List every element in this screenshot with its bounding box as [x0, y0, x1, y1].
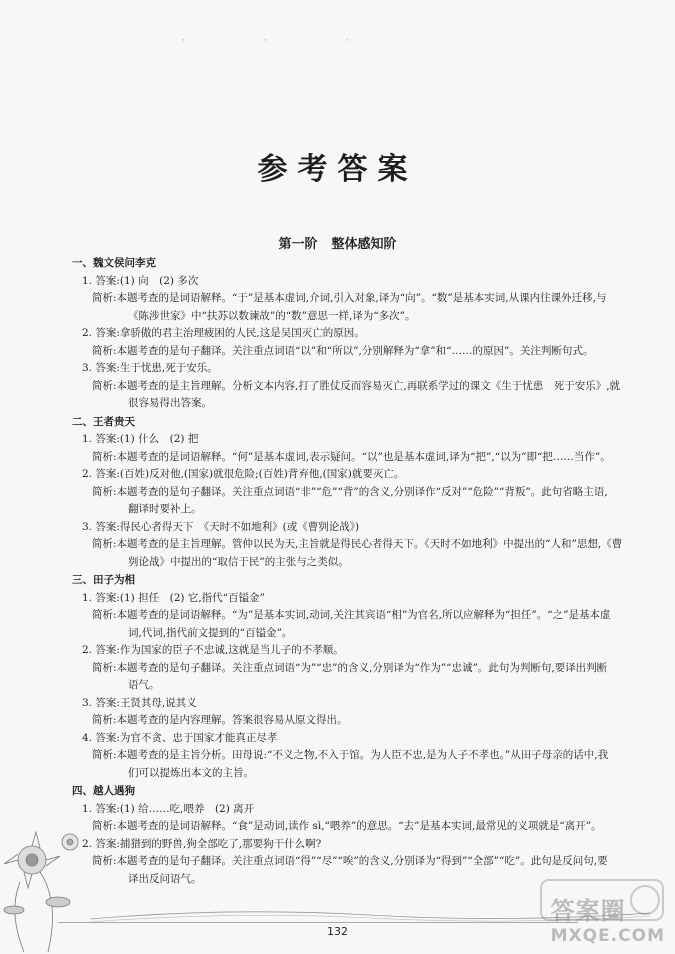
answer-content: [72, 254, 632, 888]
explanation-line: 简析:本题考查的是词语解释。“食”是动词,读作 sì,“喂养”的意思。“去”是基本实词,最常见的义项就是“离开”。: [92, 820, 602, 832]
explanation-continuation: 刿论战》中提出的“取信于民”的主张与之类似。: [128, 555, 349, 568]
explanation-line: 简析:本题考查的是内容理解。答案很容易从原文得出。: [92, 714, 348, 726]
explanation-line: 简析:本题考查的是词语解释。“为”是基本实词,动词,关注其宾语“相”为官名,所以应解释为“担任”。“之”是基本虚: [92, 609, 611, 621]
page-number: 132: [327, 925, 348, 938]
explanation-line: 简析:本题考查的是句子翻译。关注重点词语“为”“忠”的含义,分别译为“作为”“忠诚”。此句为判断句,要译出判断: [92, 661, 608, 674]
section-part2: 整体感知阶: [331, 237, 397, 252]
explanation-continuation: 很容易得出答案。: [128, 397, 212, 409]
group-heading: 二、王者贵天: [72, 415, 135, 428]
section-title: [0, 233, 675, 252]
answer-line: 3. 答案:王贤其母,说其义: [82, 696, 197, 709]
explanation-continuation: 翻译时要补上。: [128, 503, 202, 515]
page-title: 参考答案: [257, 152, 418, 187]
explanation-continuation: 《陈涉世家》中“扶苏以数谏故”的“数”意思一样,译为“多次”。: [128, 309, 416, 322]
watermark-top: 答案圈: [550, 897, 626, 925]
answer-line: 2. 答案:拿骄傲的君主治理疲困的人民,这是吴国灭亡的原因。: [82, 327, 365, 339]
watermark-text: [551, 891, 665, 946]
explanation-line: 简析:本题考查的是主旨理解。分析文本内容,打了胜仗反而容易灭亡,再联系学过的课文《生于忧患 死于安乐》,就: [92, 379, 621, 392]
section-part1: 第一阶: [278, 237, 318, 252]
group-heading: 一、魏文侯问李克: [72, 257, 156, 269]
footer-divider: [58, 922, 578, 923]
watermark-bottom: MXQE.COM: [550, 926, 665, 946]
explanation-line: 简析:本题考查的是句子翻译。关注重点词语“得”“尽”“唉”的含义,分别译为“得到”“全部”“吃”。此句是反问句,要: [92, 855, 608, 867]
answer-line: 2. 答案:(百姓)反对他,(国家)就很危险;(百姓)背弃他,(国家)就要灭亡。: [82, 468, 405, 480]
answer-line: 2. 答案:捕猎到的野兽,狗全部吃了,那要狗干什么啊?: [82, 837, 322, 850]
explanation-continuation: 译出反问语气。: [128, 872, 202, 885]
explanation-line: 简析:本题考查的是句子翻译。关注重点词语“以”和“所以”,分别解释为“拿”和“……的原因”。关注判断句式。: [92, 344, 594, 357]
answer-line: 3. 答案:生于忧患,死于安乐。: [82, 362, 218, 374]
answer-line: 1. 答案:(1) 向 (2) 多次: [82, 274, 199, 287]
answer-line: 1. 答案:(1) 担任 (2) 它,指代“百镒金”: [82, 591, 265, 604]
answer-line: 1. 答案:(1) 给……吃,喂养 (2) 离开: [82, 802, 255, 815]
group-heading: 四、越人遇狗: [72, 785, 135, 797]
explanation-line: 简析:本题考查的是主旨理解。管仲以民为天,主旨就是得民心者得天下。《天时不如地利》中提出的“人和”思想,《曹: [92, 538, 623, 550]
explanation-line: 简析:本题考查的是词语解释。“于”是基本虚词,介词,引入对象,译为“向”。“数”是基本实词,从课内往课外迁移,与: [92, 292, 607, 304]
explanation-continuation: 词,代词,指代前文提到的“百镒金”。: [128, 626, 293, 639]
header-dots: · · ·: [182, 36, 387, 46]
answer-line: 1. 答案:(1) 什么 (2) 把: [82, 433, 199, 445]
answer-line: 3. 答案:得民心者得天下 《天时不如地利》(或《曹刿论战》): [82, 520, 360, 533]
explanation-continuation: 们可以提炼出本文的主旨。: [128, 766, 254, 779]
explanation-line: 简析:本题考查的是主旨分析。田母说:“不义之物,不入于馆。为人臣不忠,是为人子不孝也。”从田子母亲的话中,我: [92, 749, 609, 761]
group-heading: 三、田子为相: [72, 574, 135, 586]
answer-line: 4. 答案:为官不贪、忠于国家才能真正尽孝: [82, 731, 278, 744]
explanation-continuation: 语气。: [128, 679, 160, 691]
answer-line: 2. 答案:作为国家的臣子不忠诚,这就是当儿子的不孝顺。: [82, 644, 344, 656]
explanation-line: 简析:本题考查的是词语解释。“何”是基本虚词,表示疑问。“以”也是基本虚词,译为“把”,“以为”即“把……当作”。: [92, 450, 611, 463]
explanation-line: 简析:本题考查的是句子翻译。关注重点词语“非”“危”“背”的含义,分别译作“反对”“危险”“背叛”。此句省略主语,: [92, 485, 608, 498]
